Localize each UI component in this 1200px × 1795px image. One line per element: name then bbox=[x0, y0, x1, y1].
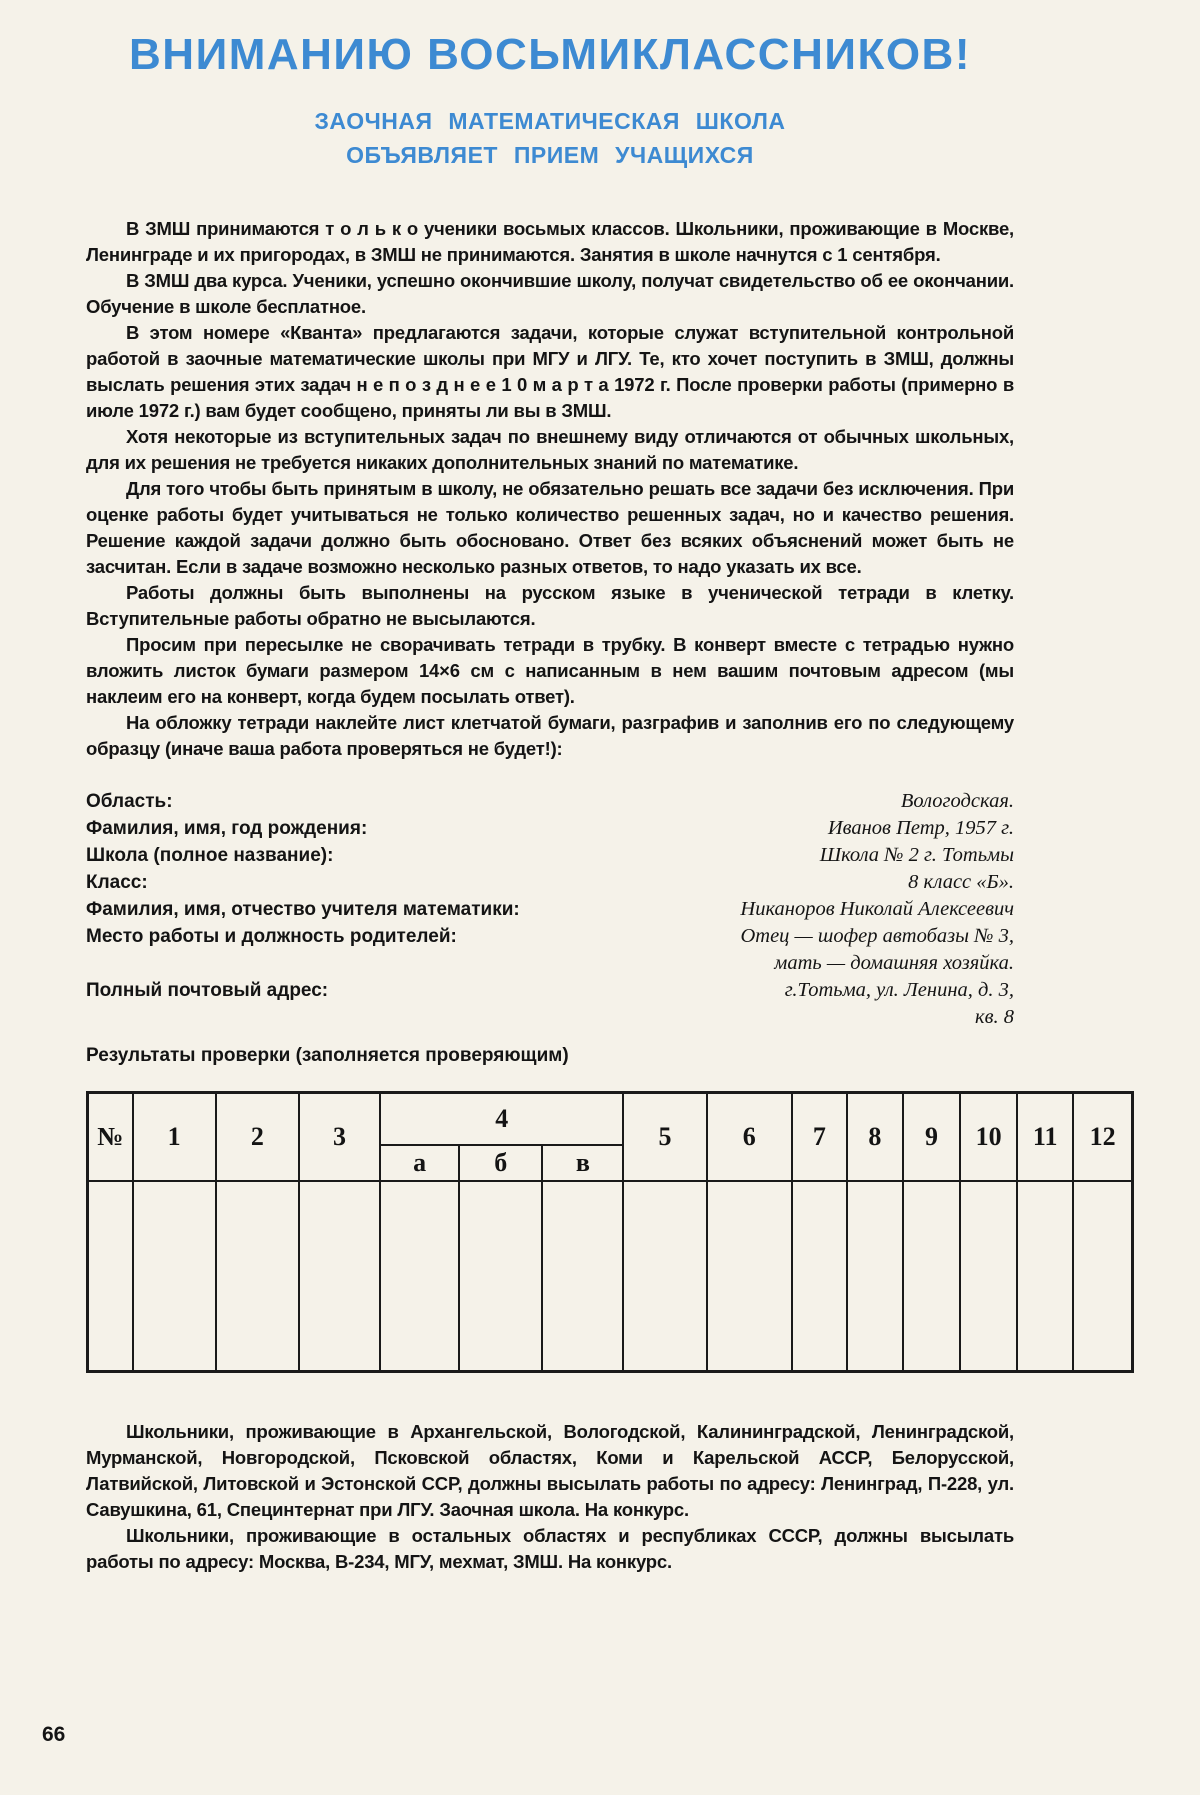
paragraph: Работы должны быть выполнены на русском языке в ученической тетради в клетку. Вступительные работы обратно не высылаются. bbox=[86, 582, 1014, 629]
table-header-cell: 9 bbox=[903, 1093, 960, 1182]
form-row bbox=[86, 950, 1014, 977]
form-row bbox=[86, 1004, 1014, 1031]
form-field-label: Место работы и должность родителей: bbox=[86, 926, 457, 947]
table-subheader-cell: а bbox=[380, 1145, 459, 1181]
subtitle-line-2: ОБЪЯВЛЯЕТ ПРИЕМ УЧАЩИХСЯ bbox=[346, 142, 754, 168]
subtitle-line-1: ЗАОЧНАЯ МАТЕМАТИЧЕСКАЯ ШКОЛА bbox=[314, 108, 786, 134]
form-row bbox=[86, 842, 1014, 869]
paragraph: На обложку тетради наклейте лист клетчатой бумаги, разграфив и заполнив его по следующему образцу (иначе ваша работа проверяться не будет!): bbox=[86, 712, 1014, 759]
form-field-label: Область: bbox=[86, 791, 173, 812]
table-body-cell bbox=[459, 1181, 542, 1372]
table-subheader-cell: б bbox=[459, 1145, 542, 1181]
table-header-cell: 3 bbox=[299, 1093, 380, 1182]
page-number: 66 bbox=[42, 1723, 66, 1746]
paragraph: Школьники, проживающие в Архангельской, Вологодской, Калининградской, Ленинградской, Мурманской, Новгородской, Псковской областях, Коми и Карельской АССР, Белорусской, Латвийской, Литовской и Эстонской ССР, должны высылать работы по адресу: Ленинград, П-228, ул. Савушкина, 61, Специнтернат при ЛГУ. Заочная школа. На конкурс. bbox=[86, 1421, 1014, 1520]
form-row bbox=[86, 815, 1014, 842]
paragraph: В ЗМШ два курса. Ученики, успешно окончившие школу, получат свидетельство об ее окончании. Обучение в школе бесплатное. bbox=[86, 270, 1014, 317]
results-table bbox=[86, 1091, 1134, 1373]
results-label: Результаты проверки (заполняется проверяющим) bbox=[86, 1045, 569, 1066]
form-field-value: мать — домашняя хозяйка. bbox=[774, 952, 1014, 974]
table-empty-row bbox=[88, 1181, 1133, 1372]
closing-section bbox=[86, 1419, 1014, 1575]
form-row bbox=[86, 977, 1014, 1004]
form-sample-section bbox=[86, 788, 1014, 1067]
table-body-cell bbox=[380, 1181, 459, 1372]
form-row bbox=[86, 923, 1014, 950]
table-body-cell bbox=[88, 1181, 133, 1372]
table-header-cell: 12 bbox=[1073, 1093, 1132, 1182]
form-row bbox=[86, 896, 1014, 923]
form-field-value: г.Тотьма, ул. Ленина, д. 3, bbox=[784, 979, 1014, 1001]
table-body-cell bbox=[707, 1181, 792, 1372]
paragraph: Для того чтобы быть принятым в школу, не обязательно решать все задачи без исключения. При оценке работы будет учитываться не только количество решенных задач, но и качество решения. Решение каждой задачи должно быть обосновано. Ответ без всяких объяснений может быть не засчитан. Если в задаче возможно несколько разных ответов, то надо указать их все. bbox=[86, 478, 1014, 577]
table-header-cell: 1 bbox=[133, 1093, 216, 1182]
paragraph: В этом номере «Кванта» предлагаются задачи, которые служат вступительной контрольной работой в заочные математические школы при МГУ и ЛГУ. Те, кто хочет поступить в ЗМШ, должны выслать решения этих задач н е п о з д н е е 1 0 м а р т а 1972 г. После проверки работы (примерно в июле 1972 г.) вам будет сообщено, приняты ли вы в ЗМШ. bbox=[86, 322, 1014, 421]
paragraph: Просим при пересылке не сворачивать тетради в трубку. В конверт вместе с тетрадью нужно вложить листок бумаги размером 14×6 см с написанным в нем вашим почтовым адресом (мы наклеим его на конверт, когда будем посылать ответ). bbox=[86, 634, 1014, 707]
form-field-value: 8 класс «Б». bbox=[908, 871, 1014, 893]
table-body-cell bbox=[1017, 1181, 1073, 1372]
table-body-cell bbox=[623, 1181, 706, 1372]
table-body-cell bbox=[903, 1181, 960, 1372]
table-body-cell bbox=[542, 1181, 623, 1372]
form-field-label: Класс: bbox=[86, 872, 148, 893]
form-field-value: Отец — шофер автобазы № 3, bbox=[740, 925, 1014, 947]
form-field-value: Никаноров Николай Алексеевич bbox=[740, 898, 1014, 920]
paragraph: В ЗМШ принимаются т о л ь к о ученики восьмых классов. Школьники, проживающие в Москве, Ленинграде и их пригородах, в ЗМШ не принимаются. Занятия в школе начнутся с 1 сентября. bbox=[86, 218, 1014, 265]
table-body-cell bbox=[847, 1181, 903, 1372]
table-subheader-cell: в bbox=[542, 1145, 623, 1181]
table-header-cell: 7 bbox=[792, 1093, 847, 1182]
table-header-cell: 11 bbox=[1017, 1093, 1073, 1182]
table-body-cell bbox=[133, 1181, 216, 1372]
table-header-cell: 5 bbox=[623, 1093, 706, 1182]
form-field-label: Полный почтовый адрес: bbox=[86, 980, 329, 1001]
form-field-value: Вологодская. bbox=[900, 790, 1014, 812]
form-field-label: Школа (полное название): bbox=[86, 845, 334, 866]
table-body-cell bbox=[960, 1181, 1017, 1372]
table-header-cell: 2 bbox=[216, 1093, 299, 1182]
table-header-cell: 8 bbox=[847, 1093, 903, 1182]
form-field-label: Фамилия, имя, год рождения: bbox=[86, 818, 368, 839]
table-header-cell: № bbox=[88, 1093, 133, 1182]
paragraph: Хотя некоторые из вступительных задач по внешнему виду отличаются от обычных школьных, для их решения не требуется никаких дополнительных знаний по математике. bbox=[86, 426, 1014, 473]
table-header-cell: 6 bbox=[707, 1093, 792, 1182]
table-body-cell bbox=[299, 1181, 380, 1372]
table-body-cell bbox=[792, 1181, 847, 1372]
form-row bbox=[86, 869, 1014, 896]
form-field-value: Иванов Петр, 1957 г. bbox=[827, 817, 1014, 839]
form-field-value: кв. 8 bbox=[975, 1006, 1014, 1028]
form-row bbox=[86, 788, 1014, 815]
page-header bbox=[86, 30, 1014, 172]
table-header-cell: 4 bbox=[380, 1093, 623, 1146]
form-field-label: Фамилия, имя, отчество учителя математики: bbox=[86, 899, 520, 920]
table-header-cell: 10 bbox=[960, 1093, 1017, 1182]
table-body-cell bbox=[216, 1181, 299, 1372]
paragraph: Школьники, проживающие в остальных областях и республиках СССР, должны высылать работы по адресу: Москва, В-234, МГУ, мехмат, ЗМШ. На конкурс. bbox=[86, 1525, 1014, 1572]
form-field-value: Школа № 2 г. Тотьмы bbox=[819, 844, 1014, 866]
subtitle bbox=[86, 104, 1014, 172]
intro-section bbox=[86, 216, 1014, 762]
table-body-cell bbox=[1073, 1181, 1132, 1372]
page-title: ВНИМАНИЮ ВОСЬМИКЛАССНИКОВ! bbox=[129, 30, 971, 79]
